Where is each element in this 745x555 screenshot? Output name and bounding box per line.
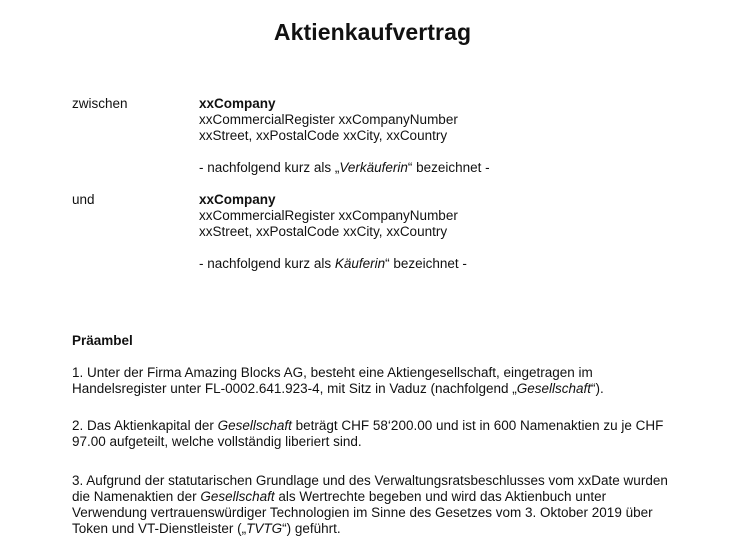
paragraph-line: 3. Aufgrund der statutarischen Grundlage und des Verwaltungsratsbeschlusses vom xxDate wurden (72, 473, 668, 488)
paragraph-line (72, 381, 692, 397)
party-register: xxCommercialRegister xxCompanyNumber (199, 112, 458, 127)
preamble-paragraph-2 (72, 418, 692, 450)
paragraph-line: Verwendung vertrauenswürdiger Technologien im Sinne des Gesetzes vom 3. Oktober 2019 über (72, 505, 653, 520)
text-run: “). (591, 381, 604, 396)
text-run: als Wertrechte begeben und wird das Aktienbuch unter (274, 489, 607, 504)
party-label-und: und (72, 192, 95, 207)
party-name: xxCompany (199, 96, 276, 111)
text-run: die Namenaktien der (72, 489, 201, 504)
preamble-heading: Präambel (72, 333, 133, 348)
party-address: xxStreet, xxPostalCode xxCity, xxCountry (199, 224, 448, 239)
role-name: Käuferin (334, 256, 386, 271)
text-run: beträgt CHF 58‘200.00 und ist in 600 Namenaktien zu je CHF (291, 418, 664, 433)
role-note-prefix: - nachfolgend kurz als „ (199, 160, 340, 175)
paragraph-line: 97.00 aufgeteilt, welche vollständig liberiert sind. (72, 434, 362, 449)
document-title: Aktienkaufvertrag (273, 19, 472, 45)
party-name: xxCompany (199, 192, 276, 207)
paragraph-line (72, 489, 692, 505)
text-run: Handelsregister unter FL-0002.641.923-4, mit Sitz in Vaduz (nachfolgend „ (72, 381, 517, 396)
text-run: 2. Das Aktienkapital der (72, 418, 218, 433)
party-register: xxCommercialRegister xxCompanyNumber (199, 208, 458, 223)
role-name: Verkäuferin (339, 160, 408, 175)
defined-term: Gesellschaft (516, 381, 592, 396)
preamble-paragraph-1 (72, 365, 692, 397)
text-run: “) geführt. (282, 521, 341, 536)
paragraph-line (72, 521, 692, 537)
paragraph-line: 1. Unter der Firma Amazing Blocks AG, besteht eine Aktiengesellschaft, eingetragen im (72, 365, 593, 380)
party-block-buyer (199, 192, 467, 272)
preamble-paragraph-3 (72, 473, 692, 537)
party-label-zwischen: zwischen (72, 96, 128, 111)
role-note-prefix: - nachfolgend kurz als (199, 256, 335, 271)
party-role-note (199, 256, 467, 272)
party-block-seller (199, 96, 490, 176)
paragraph-line (72, 418, 692, 434)
defined-term: TVTG (246, 521, 283, 536)
party-address: xxStreet, xxPostalCode xxCity, xxCountry (199, 128, 448, 143)
role-note-suffix: “ bezeichnet - (407, 160, 490, 175)
defined-term: Gesellschaft (217, 418, 292, 433)
role-note-suffix: “ bezeichnet - (385, 256, 467, 271)
party-role-note (199, 160, 490, 176)
defined-term: Gesellschaft (200, 489, 275, 504)
text-run: Token und VT-Dienstleister („ (72, 521, 247, 536)
